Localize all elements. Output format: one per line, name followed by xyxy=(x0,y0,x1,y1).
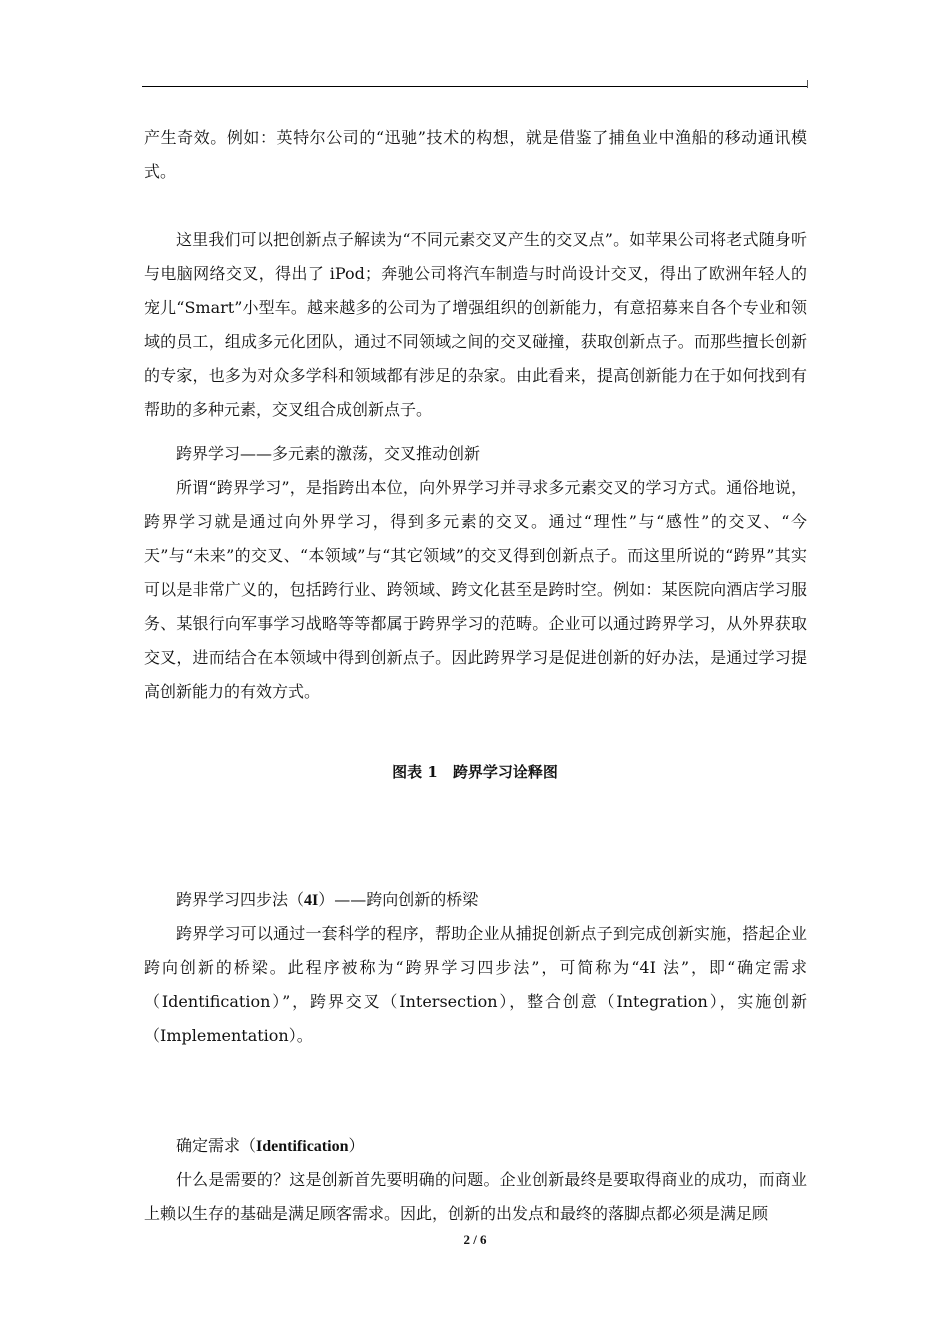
page-number: 2 / 6 xyxy=(463,1232,487,1247)
paragraph-4: 跨界学习可以通过一套科学的程序，帮助企业从捕捉创新点子到完成创新实施，搭起企业跨向创新的桥梁。此程序被称为“跨界学习四步法”，可简称为“4I 法”，即“确定需求（Identification）”，跨界交叉（Intersection），整合创意（Integration），实施创新（Implementation）。 xyxy=(144,924,807,1045)
paragraph-1: 产生奇效。例如：英特尔公司的“迅驰”技术的构想，就是借鉴了捕鱼业中渔船的移动通讯模式。 xyxy=(144,128,807,181)
heading-tail-text: ）——跨向创新的桥梁 xyxy=(318,890,479,909)
heading-bold-text: 4I xyxy=(304,892,319,909)
heading-bold-text: Identification xyxy=(256,1138,349,1155)
section-heading-four-steps xyxy=(176,883,478,918)
paragraph-2: 这里我们可以把创新点子解读为“不同元素交叉产生的交叉点”。如苹果公司将老式随身听与电脑网络交叉，得出了 iPod；奔驰公司将汽车制造与时尚设计交叉，得出了欧洲年轻人的宠儿“Smart”小型车。越来越多的公司为了增强组织的创新能力，有意招募来自各个专业和领域的员工，组成多元化团队，通过不同领域之间的交叉碰撞，获取创新点子。而那些擅长创新的专家，也多为对众多学科和领域都有涉足的杂家。由此看来，提高创新能力在于如何找到有帮助的多种元素，交叉组合成创新点子。 xyxy=(144,230,807,419)
heading-text: 确定需求（ xyxy=(176,1136,257,1155)
paragraph-3: 所谓“跨界学习”，是指跨出本位，向外界学习并寻求多元素交叉的学习方式。通俗地说，跨界学习就是通过向外界学习，得到多元素的交叉。通过“理性”与“感性”的交叉、“今天”与“未来”的交叉、“本领域”与“其它领域”的交叉得到创新点子。而这里所说的“跨界”其实可以是非常广义的，包括跨行业、跨领域、跨文化甚至是跨时空。例如：某医院向酒店学习服务、某银行向军事学习战略等等都属于跨界学习的范畴。企业可以通过跨界学习，从外界获取交叉，进而结合在本领域中得到创新点子。因此跨界学习是促进创新的好办法，是通过学习提高创新能力的有效方式。 xyxy=(144,478,807,701)
heading-tail-text: ） xyxy=(348,1136,365,1155)
heading-text: 跨界学习四步法（ xyxy=(176,890,305,909)
header-rule-tick xyxy=(807,80,808,88)
paragraph-5: 什么是需要的？这是创新首先要明确的问题。企业创新最终是要取得商业的成功，而商业上赖以生存的基础是满足顾客需求。因此，创新的出发点和最终的落脚点都必须是满足顾 xyxy=(144,1170,807,1223)
section-heading-identification xyxy=(176,1129,364,1164)
section-heading-cross-boundary: 跨界学习——多元素的激荡，交叉推动创新 xyxy=(176,444,481,463)
header-rule xyxy=(142,86,808,87)
figure-caption: 图表 1 跨界学习诠释图 xyxy=(392,763,558,781)
